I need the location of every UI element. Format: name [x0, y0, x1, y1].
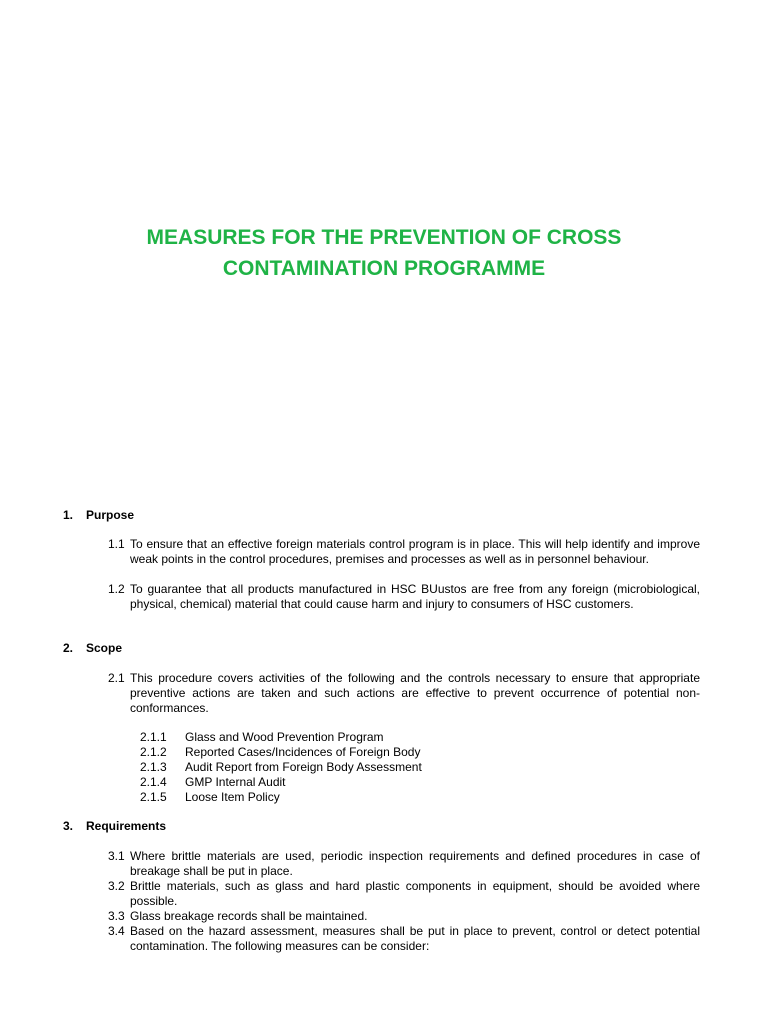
item-text: To guarantee that all products manufactured in HSC BUustos are free from any foreign (microbiological, physical, chemical) material that could cause harm and injury to consumers of HSC customers. [130, 582, 700, 611]
section-number: 2. [63, 641, 74, 655]
section-heading-purpose [63, 508, 134, 523]
sub-item-text: Reported Cases/Incidences of Foreign Body [185, 745, 421, 759]
sub-item-2-1-4 [140, 775, 286, 790]
sub-item-2-1-2 [140, 745, 420, 760]
item-number: 2.1 [108, 671, 125, 685]
sub-item-text: Loose Item Policy [185, 790, 280, 804]
section-title: Scope [86, 641, 123, 655]
item-text: Brittle materials, such as glass and hard plastic components in equipment, should be avoided where possible. [130, 879, 700, 908]
sub-item-number: 2.1.1 [140, 730, 167, 744]
list-item-3-4 [108, 924, 700, 954]
section-heading-scope [63, 641, 122, 656]
section-number: 3. [63, 819, 74, 833]
section-title: Requirements [86, 819, 167, 833]
sub-item-number: 2.1.4 [140, 775, 167, 789]
sub-item-number: 2.1.5 [140, 790, 167, 804]
item-number: 3.1 [108, 849, 125, 863]
item-number: 1.2 [108, 582, 125, 596]
item-text: Where brittle materials are used, periodic inspection requirements and defined procedures in case of breakage shall be put in place. [130, 849, 700, 878]
list-item-3-2 [108, 879, 700, 909]
section-heading-requirements [63, 819, 166, 834]
list-item-1-2 [108, 582, 700, 612]
sub-item-text: Audit Report from Foreign Body Assessment [185, 760, 422, 774]
sub-item-2-1-3 [140, 760, 422, 775]
item-text: This procedure covers activities of the following and the controls necessary to ensure that appropriate preventive actions are taken and such actions are effective to prevent occurrence of potential non-conformances. [130, 671, 700, 715]
item-number: 1.1 [108, 537, 125, 551]
document-title-line-2: CONTAMINATION PROGRAMME [222, 257, 546, 280]
list-item-3-1 [108, 849, 700, 879]
document-title-line-1: MEASURES FOR THE PREVENTION OF CROSS [146, 226, 622, 249]
item-text: To ensure that an effective foreign materials control program is in place. This will help identify and improve weak points in the control procedures, premises and processes as well as in personnel behaviour. [130, 537, 700, 566]
list-item-1-1 [108, 537, 700, 567]
section-title: Purpose [86, 508, 135, 522]
document-title [0, 222, 768, 284]
section-number: 1. [63, 508, 74, 522]
sub-item-2-1-1 [140, 730, 384, 745]
list-item-3-3 [108, 909, 700, 924]
sub-item-text: Glass and Wood Prevention Program [185, 730, 384, 744]
sub-item-2-1-5 [140, 790, 280, 805]
sub-item-number: 2.1.2 [140, 745, 167, 759]
item-number: 3.3 [108, 909, 125, 923]
item-number: 3.4 [108, 924, 125, 938]
list-item-2-1 [108, 671, 700, 716]
sub-item-text: GMP Internal Audit [185, 775, 286, 789]
sub-item-number: 2.1.3 [140, 760, 167, 774]
item-number: 3.2 [108, 879, 125, 893]
item-text: Glass breakage records shall be maintained. [130, 909, 368, 923]
item-text: Based on the hazard assessment, measures shall be put in place to prevent, control or detect potential contamination. The following measures can be consider: [130, 924, 700, 953]
